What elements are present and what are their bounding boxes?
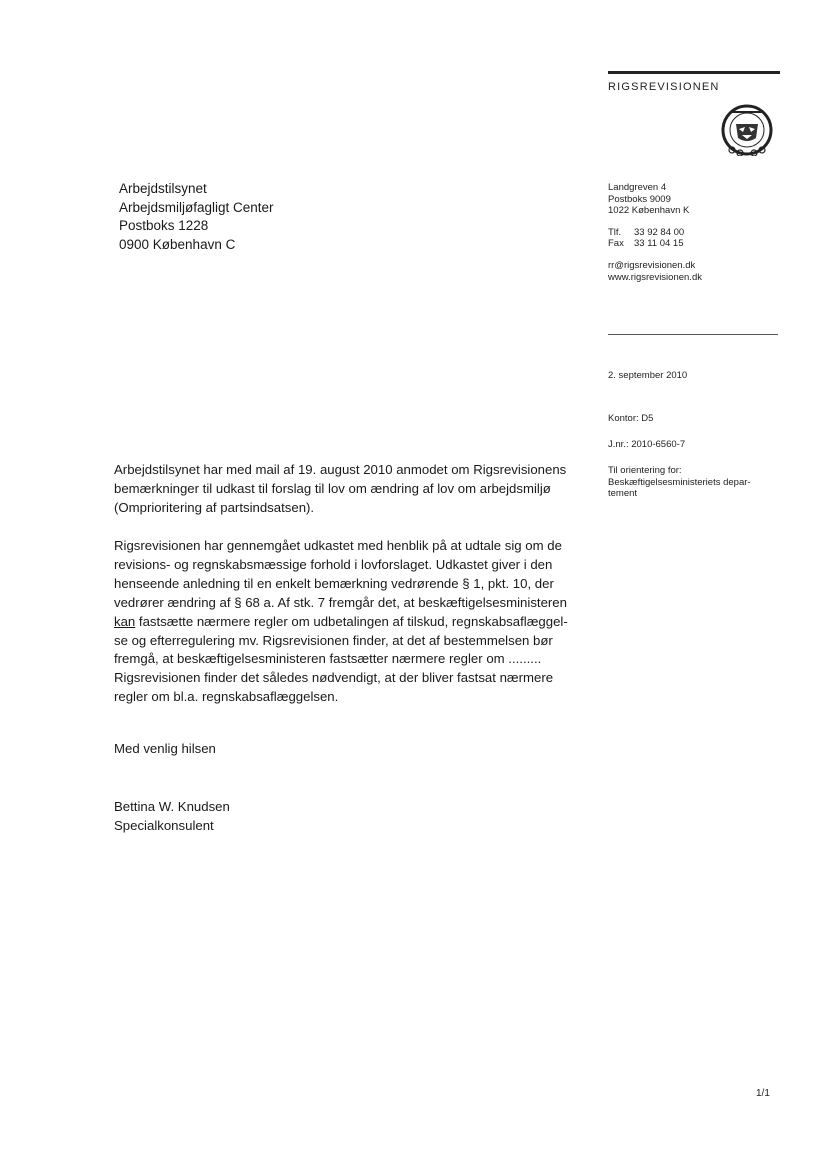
cc-block bbox=[608, 465, 751, 500]
body-line: bemærkninger til udkast til forslag til lov om ændring af lov om arbejdsmiljø bbox=[114, 480, 551, 496]
recipient-line: 0900 København C bbox=[119, 237, 236, 253]
office-code: Kontor: D5 bbox=[608, 413, 654, 424]
body-line: Arbejdstilsynet har med mail af 19. august 2010 anmodet om Rigsrevisionens bbox=[114, 462, 567, 477]
phone-label: Tlf. bbox=[608, 226, 622, 238]
body-line: vedrører ændring af § 68 a. Af stk. 7 fremgår det, at beskæftigelsesministeren bbox=[114, 594, 567, 610]
email-link[interactable]: rr@rigsrevisionen.dk bbox=[608, 259, 696, 271]
body-line-rest: fastsætte nærmere regler om udbetalingen af tilskud, regnskabsaflæggel- bbox=[135, 613, 568, 629]
signature-block bbox=[114, 797, 230, 835]
body-line: Rigsrevisionen har gennemgået udkastet med henblik på at udtale sig om de bbox=[114, 538, 562, 553]
letter-date: 2. september 2010 bbox=[608, 370, 688, 381]
journal-number: J.nr.: 2010-6560-7 bbox=[608, 439, 686, 450]
cc-line: tement bbox=[608, 488, 638, 500]
recipient-address bbox=[119, 180, 274, 255]
body-line: henseende anledning til en enkelt bemærkning vedrørende § 1, pkt. 10, der bbox=[114, 575, 554, 591]
recipient-line: Arbejdstilsynet bbox=[119, 181, 207, 196]
organization-name: RIGSREVISIONEN bbox=[608, 81, 720, 93]
sender-contact bbox=[608, 182, 702, 283]
phone-number: 33 92 84 00 bbox=[634, 226, 685, 238]
body-line: fremgå, at beskæftigelsesministeren fastsætter nærmere regler om ......... bbox=[114, 651, 542, 667]
body-paragraph-1 bbox=[114, 461, 580, 518]
header-rule bbox=[608, 71, 780, 74]
fax-row bbox=[608, 238, 702, 250]
body-line: Rigsrevisionen finder det således nødvendigt, at der bliver fastsat nærmere bbox=[114, 670, 554, 686]
page-number: 1/1 bbox=[756, 1088, 770, 1099]
recipient-line: Postboks 1228 bbox=[119, 218, 209, 234]
sender-address-line: Postboks 9009 bbox=[608, 193, 671, 205]
body-line: regler om bl.a. regnskabsaflæggelsen. bbox=[114, 689, 339, 705]
signer-name: Bettina W. Knudsen bbox=[114, 799, 230, 814]
body-line bbox=[114, 613, 580, 632]
folketinget-seal-logo bbox=[712, 104, 782, 156]
sender-address-line: Landgreven 4 bbox=[608, 182, 667, 193]
body-line: revisions- og regnskabsmæssige forhold i lovforslaget. Udkastet giver i den bbox=[114, 556, 553, 572]
fax-label: Fax bbox=[608, 238, 624, 250]
sender-divider bbox=[608, 334, 778, 335]
underlined-word: kan bbox=[114, 613, 136, 629]
closing-salutation: Med venlig hilsen bbox=[114, 741, 216, 756]
body-line: (Omprioritering af partsindsatsen). bbox=[114, 499, 315, 515]
website-link[interactable]: www.rigsrevisionen.dk bbox=[608, 271, 702, 283]
cc-line: Beskæftigelsesministeriets depar- bbox=[608, 476, 751, 488]
body-line: se og efterregulering mv. Rigsrevisionen finder, at det af bestemmelsen bør bbox=[114, 632, 553, 648]
sender-address-line: 1022 København K bbox=[608, 205, 690, 217]
recipient-line: Arbejdsmiljøfagligt Center bbox=[119, 199, 274, 215]
fax-number: 33 11 04 15 bbox=[634, 238, 684, 250]
cc-label: Til orientering for: bbox=[608, 465, 682, 476]
signer-title: Specialkonsulent bbox=[114, 818, 214, 833]
phone-row bbox=[608, 227, 702, 239]
body-paragraph-2 bbox=[114, 537, 580, 707]
